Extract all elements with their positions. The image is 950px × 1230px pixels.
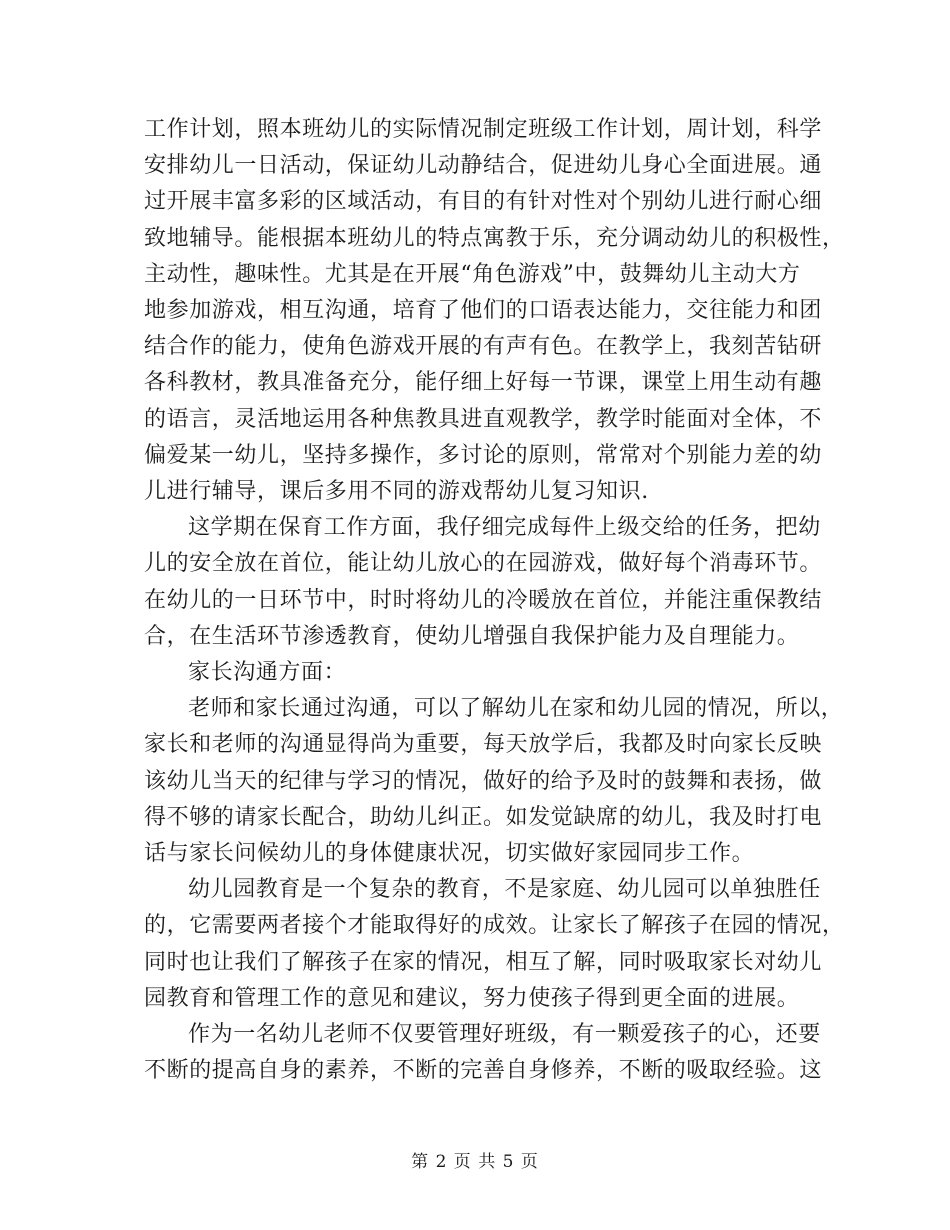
text-line: 该幼儿当天的纪律与学习的情况，做好的给予及时的鼓舞和表扬，做 [144,768,823,794]
text-line: 的，它需要两者接个才能取得好的成效。让家长了解孩子在园的情况， [144,913,845,939]
page-number-footer: 第 2 页 共 5 页 [411,1152,539,1172]
text-line: 在幼儿的一日环节中，时时将幼儿的冷暖放在首位，并能注重保教结 [144,587,823,613]
document-body [144,112,845,1089]
text-line: 儿进行辅导，课后多用不同的游戏帮幼儿复习知识. [144,479,649,505]
text-line: 偏爱某一幼儿，坚持多操作，多讨论的原则，常常对个别能力差的幼 [144,442,823,468]
text-line: 结合作的能力，使角色游戏开展的有声有色。在教学上，我刻苦钻研 [144,334,823,360]
text-line: 主动性，趣味性。尤其是在开展“角色游戏”中，鼓舞幼儿主动大方 [144,261,801,287]
text-line: 的语言，灵活地运用各种焦教具进直观教学，教学时能面对全体，不 [144,406,823,432]
text-line: 地参加游戏，相互沟通，培育了他们的口语表达能力，交往能力和团 [144,298,823,324]
text-line: 得不够的请家长配合，助幼儿纠正。如发觉缺席的幼儿，我及时打电 [144,804,823,830]
text-line: 工作计划，照本班幼儿的实际情况制定班级工作计划，周计划，科学 [144,117,823,142]
text-line: 不断的提高自身的素养，不断的完善自身修养，不断的吸取经验。这 [144,1058,823,1084]
text-line: 家长沟通方面： [188,660,347,686]
text-line: 致地辅导。能根据本班幼儿的特点寓教于乐，充分调动幼儿的积极性， [144,225,845,251]
text-line: 话与家长问候幼儿的身体健康状况，切实做好家园同步工作。 [144,841,755,867]
text-line: 幼儿园教育是一个复杂的教育，不是家庭、幼儿园可以单独胜任 [188,877,821,903]
text-line: 园教育和管理工作的意见和建议，努力使孩子得到更全面的进展。 [144,985,800,1011]
text-line: 合，在生活环节渗透教育，使幼儿增强自我保护能力及自理能力。 [144,623,800,649]
text-line: 作为一名幼儿老师不仅要管理好班级，有一颗爱孩子的心，还要 [188,1022,821,1048]
text-line: 老师和家长通过沟通，可以了解幼儿在家和幼儿园的情况，所以， [188,696,844,722]
text-line: 安排幼儿一日活动，保证幼儿动静结合，促进幼儿身心全面进展。通 [144,153,823,179]
text-line: 各科教材，教具准备充分，能仔细上好每一节课，课堂上用生动有趣 [144,370,823,396]
text-line: 这学期在保育工作方面，我仔细完成每件上级交给的任务，把幼 [188,515,821,541]
text-line: 同时也让我们了解孩子在家的情况，相互了解，同时吸取家长对幼儿 [144,949,823,975]
text-line: 儿的安全放在首位，能让幼儿放心的在园游戏，做好每个消毒环节。 [144,551,823,577]
text-line: 家长和老师的沟通显得尚为重要，每天放学后，我都及时向家长反映 [144,732,823,758]
text-line: 过开展丰富多彩的区域活动，有目的有针对性对个别幼儿进行耐心细 [144,189,823,215]
